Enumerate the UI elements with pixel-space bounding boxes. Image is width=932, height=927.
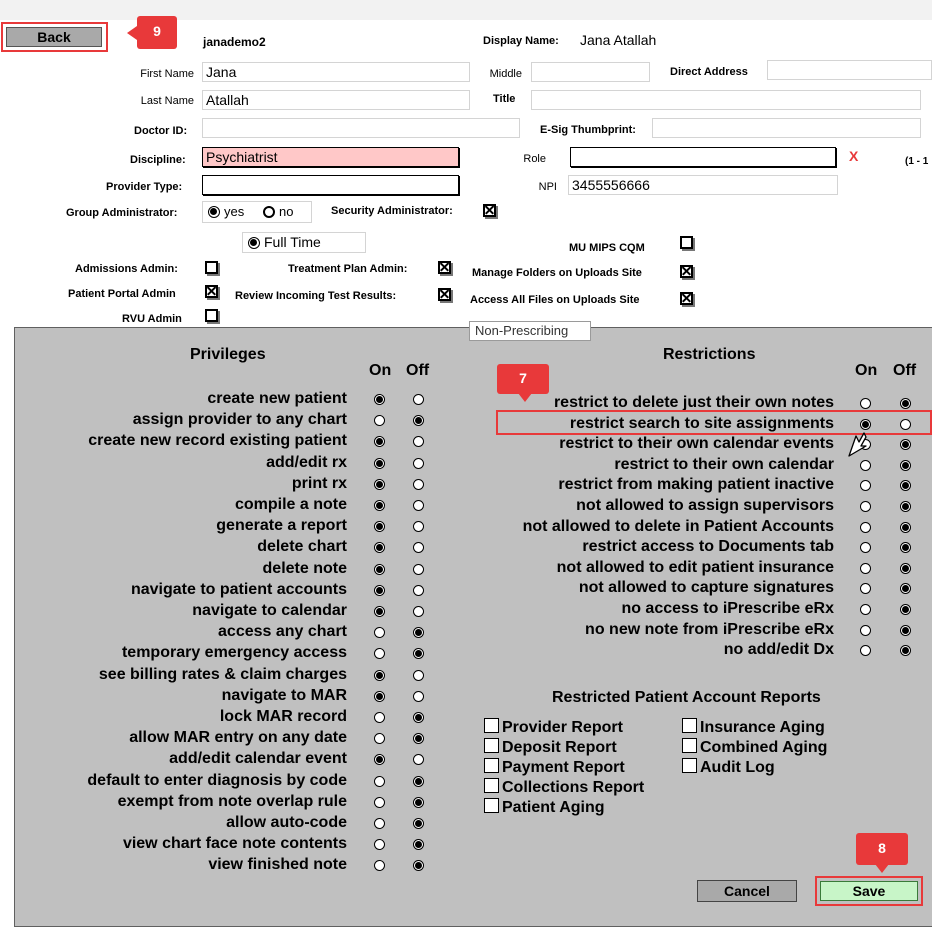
report-checkbox-item[interactable] xyxy=(484,798,605,818)
group-admin-label: Group Administrator: xyxy=(66,207,178,219)
patient-portal-label: Patient Portal Admin xyxy=(68,288,176,300)
access-files-label: Access All Files on Uploads Site xyxy=(470,294,640,306)
npi-label: NPI xyxy=(538,181,557,193)
restriction-label: no access to iPrescribe eRx xyxy=(621,600,834,617)
report-checkbox[interactable] xyxy=(484,798,499,813)
restriction-on-radio[interactable] xyxy=(860,501,871,512)
privilege-label: delete note xyxy=(262,559,347,577)
display-name-value: Jana Atallah xyxy=(580,32,657,48)
cancel-button[interactable]: Cancel xyxy=(697,880,797,902)
privilege-label: add/edit rx xyxy=(266,453,347,471)
privilege-row xyxy=(0,706,347,727)
restriction-off-radio[interactable] xyxy=(900,398,911,409)
privilege-off-radio[interactable] xyxy=(413,818,424,829)
restriction-row xyxy=(0,619,834,640)
admissions-admin-label: Admissions Admin: xyxy=(75,263,178,275)
restrictions-off-header: Off xyxy=(893,362,917,379)
report-checkbox-item[interactable] xyxy=(682,738,827,758)
restriction-label: not allowed to capture signatures xyxy=(578,579,834,597)
security-admin-label: Security Administrator: xyxy=(331,205,453,217)
direct-address-label: Direct Address xyxy=(670,66,748,78)
restriction-off-radio[interactable] xyxy=(900,625,911,636)
full-time-label: Full Time xyxy=(264,234,321,250)
privilege-label: access any chart xyxy=(218,623,347,641)
mu-label: MU MIPS CQM xyxy=(569,242,645,254)
privilege-label: exempt from note overlap rule xyxy=(117,792,347,810)
provider-type-field[interactable] xyxy=(202,175,459,195)
restriction-label: restrict from making patient inactive xyxy=(558,476,834,494)
last-name-label: Last Name xyxy=(140,95,194,107)
prescribing-status: Non-Prescribing xyxy=(469,321,591,341)
rvu-checkbox[interactable] xyxy=(205,309,218,322)
provider-type-label: Provider Type: xyxy=(106,181,183,193)
privilege-label: create new record existing patient xyxy=(88,432,347,450)
report-checkbox[interactable] xyxy=(484,758,499,773)
restrictions-on-header: On xyxy=(855,362,878,379)
report-checkbox[interactable] xyxy=(682,758,697,773)
privilege-on-radio[interactable] xyxy=(374,818,385,829)
restriction-on-radio[interactable] xyxy=(860,625,871,636)
report-label: Deposit Report xyxy=(502,739,617,756)
restriction-label: restrict search to site assignments xyxy=(569,414,834,432)
privilege-label: lock MAR record xyxy=(219,708,347,725)
privilege-off-radio[interactable] xyxy=(413,797,424,808)
access-files-checkbox[interactable] xyxy=(680,292,693,305)
full-time-radio[interactable] xyxy=(248,237,260,249)
treatment-plan-label: Treatment Plan Admin: xyxy=(288,263,408,275)
middle-field[interactable] xyxy=(531,62,650,82)
role-label: Role xyxy=(523,153,546,165)
restriction-row xyxy=(0,536,834,557)
middle-label: Middle xyxy=(489,68,522,80)
direct-address-field[interactable] xyxy=(767,60,932,80)
callout-arrow xyxy=(518,393,532,402)
report-checkbox[interactable] xyxy=(484,778,499,793)
first-name-field[interactable]: Jana xyxy=(202,62,470,82)
restriction-off-radio[interactable] xyxy=(900,522,911,533)
report-checkbox[interactable] xyxy=(682,738,697,753)
privilege-on-radio[interactable] xyxy=(374,712,385,723)
mu-checkbox[interactable] xyxy=(680,236,693,249)
group-admin-no-radio[interactable] xyxy=(263,206,275,218)
report-checkbox-item[interactable] xyxy=(484,758,625,778)
privileges-on-header: On xyxy=(369,362,392,379)
privilege-label: navigate to MAR xyxy=(221,686,347,704)
restriction-on-radio[interactable] xyxy=(860,604,871,615)
privilege-label: navigate to patient accounts xyxy=(130,580,347,598)
rvu-label: RVU Admin xyxy=(122,313,182,325)
restriction-on-radio[interactable] xyxy=(860,460,871,471)
restriction-row xyxy=(0,433,834,454)
restriction-label: not allowed to delete in Patient Accounts xyxy=(522,517,834,535)
restriction-row xyxy=(0,639,834,660)
privilege-on-radio[interactable] xyxy=(374,670,385,681)
restriction-label: no new note from iPrescribe eRx xyxy=(585,620,834,638)
manage-folders-checkbox[interactable] xyxy=(680,265,693,278)
restriction-label: not allowed to edit patient insurance xyxy=(556,558,834,576)
privilege-row xyxy=(0,664,347,685)
privilege-off-radio[interactable] xyxy=(413,670,424,681)
treatment-plan-checkbox[interactable] xyxy=(438,261,451,274)
restriction-on-radio[interactable] xyxy=(860,522,871,533)
report-checkbox-item[interactable] xyxy=(484,718,623,738)
review-tests-label: Review Incoming Test Results: xyxy=(235,290,397,302)
restriction-row xyxy=(0,577,834,598)
privilege-label: compile a note xyxy=(234,496,347,513)
privilege-label: navigate to calendar xyxy=(192,602,347,619)
hand-cursor-icon xyxy=(846,428,868,458)
privilege-label: create new patient xyxy=(207,390,347,407)
report-label: Payment Report xyxy=(502,759,625,776)
report-label: Insurance Aging xyxy=(700,719,825,736)
security-admin-checkbox[interactable] xyxy=(483,204,496,217)
no-label: no xyxy=(279,204,294,219)
role-clear-icon[interactable]: X xyxy=(849,148,859,164)
discipline-field[interactable]: Psychiatrist xyxy=(202,147,459,167)
restriction-label: restrict to their own calendar events xyxy=(559,435,834,453)
privilege-row xyxy=(0,727,347,748)
last-name-field[interactable]: Atallah xyxy=(202,90,470,110)
restriction-row xyxy=(0,474,834,495)
title-field[interactable] xyxy=(531,90,921,110)
save-button[interactable]: Save xyxy=(820,881,918,901)
privileges-title: Privileges xyxy=(190,346,266,363)
report-checkbox-item[interactable] xyxy=(682,718,825,738)
title-label: Title xyxy=(493,93,516,105)
step-callout-8: 8 xyxy=(856,833,908,865)
privilege-label: allow auto-code xyxy=(226,814,347,831)
group-admin-yes-radio[interactable] xyxy=(208,206,220,218)
restriction-row xyxy=(0,557,834,578)
privilege-label: print rx xyxy=(291,474,347,492)
step-callout-9: 9 xyxy=(137,16,177,49)
restriction-label: no add/edit Dx xyxy=(723,641,834,659)
manage-folders-label: Manage Folders on Uploads Site xyxy=(472,267,642,279)
restriction-label: not allowed to assign supervisors xyxy=(576,497,834,514)
privilege-row xyxy=(0,748,347,769)
restriction-row xyxy=(0,454,834,475)
privilege-label: see billing rates & claim charges xyxy=(98,665,347,683)
restriction-row xyxy=(0,516,834,537)
doctor-id-field[interactable] xyxy=(202,118,520,138)
admissions-admin-checkbox[interactable] xyxy=(205,261,218,274)
privilege-row xyxy=(0,854,347,875)
privilege-off-radio[interactable] xyxy=(413,776,424,787)
discipline-label: Discipline: xyxy=(130,154,186,166)
privilege-off-radio[interactable] xyxy=(413,691,424,702)
report-label: Patient Aging xyxy=(502,799,605,816)
privilege-label: assign provider to any chart xyxy=(132,411,347,429)
restriction-on-radio[interactable] xyxy=(860,398,871,409)
report-label: Audit Log xyxy=(700,759,775,776)
reports-title: Restricted Patient Account Reports xyxy=(552,689,821,706)
privilege-off-radio[interactable] xyxy=(413,712,424,723)
privilege-row xyxy=(0,812,347,833)
privilege-row xyxy=(0,770,347,791)
restriction-row xyxy=(0,495,834,516)
privilege-label: delete chart xyxy=(257,538,347,556)
restriction-off-radio[interactable] xyxy=(900,501,911,512)
privilege-on-radio[interactable] xyxy=(374,776,385,787)
privilege-label: view chart face note contents xyxy=(122,835,347,853)
username: janademo2 xyxy=(203,35,266,49)
restriction-off-radio[interactable] xyxy=(900,563,911,574)
npi-field[interactable]: 3455556666 xyxy=(568,175,838,195)
review-tests-checkbox[interactable] xyxy=(438,288,451,301)
report-label: Collections Report xyxy=(502,779,645,796)
step-callout-7: 7 xyxy=(497,364,549,394)
esig-field[interactable] xyxy=(652,118,921,138)
privilege-on-radio[interactable] xyxy=(374,691,385,702)
report-checkbox-item[interactable] xyxy=(484,738,617,758)
restriction-label: restrict to delete just their own notes xyxy=(553,394,834,411)
patient-portal-checkbox[interactable] xyxy=(205,285,218,298)
report-checkbox[interactable] xyxy=(484,738,499,753)
restriction-off-radio[interactable] xyxy=(900,460,911,471)
doctor-id-label: Doctor ID: xyxy=(134,125,188,137)
privilege-label: allow MAR entry on any date xyxy=(129,729,347,747)
report-checkbox-item[interactable] xyxy=(484,778,644,798)
first-name-label: First Name xyxy=(140,68,194,80)
privilege-row xyxy=(0,833,347,854)
restrictions-title: Restrictions xyxy=(663,346,756,363)
report-checkbox-item[interactable] xyxy=(682,758,775,778)
privilege-on-radio[interactable] xyxy=(374,797,385,808)
privilege-row xyxy=(0,685,347,706)
restriction-on-radio[interactable] xyxy=(860,563,871,574)
callout-arrow xyxy=(127,26,137,40)
privilege-label: generate a report xyxy=(216,517,347,535)
privilege-label: temporary emergency access xyxy=(121,644,347,662)
restriction-label: restrict to their own calendar xyxy=(614,455,834,473)
callout-arrow xyxy=(875,864,889,873)
restriction-row xyxy=(0,598,834,619)
yes-label: yes xyxy=(224,204,245,219)
back-button[interactable]: Back xyxy=(6,27,102,47)
role-field[interactable] xyxy=(570,147,836,167)
esig-label: E-Sig Thumbprint: xyxy=(540,124,636,136)
report-checkbox[interactable] xyxy=(682,718,697,733)
privilege-label: default to enter diagnosis by code xyxy=(87,771,347,789)
privileges-off-header: Off xyxy=(406,362,430,379)
restriction-label: restrict access to Documents tab xyxy=(582,538,834,556)
restriction-off-radio[interactable] xyxy=(900,604,911,615)
range-hint: (1 - 1 xyxy=(905,156,929,167)
display-name-label: Display Name: xyxy=(483,35,559,47)
report-label: Combined Aging xyxy=(700,739,828,756)
report-label: Provider Report xyxy=(502,719,623,736)
privilege-label: add/edit calendar event xyxy=(169,750,347,768)
privilege-row xyxy=(0,791,347,812)
privilege-label: view finished note xyxy=(208,856,347,874)
report-checkbox[interactable] xyxy=(484,718,499,733)
